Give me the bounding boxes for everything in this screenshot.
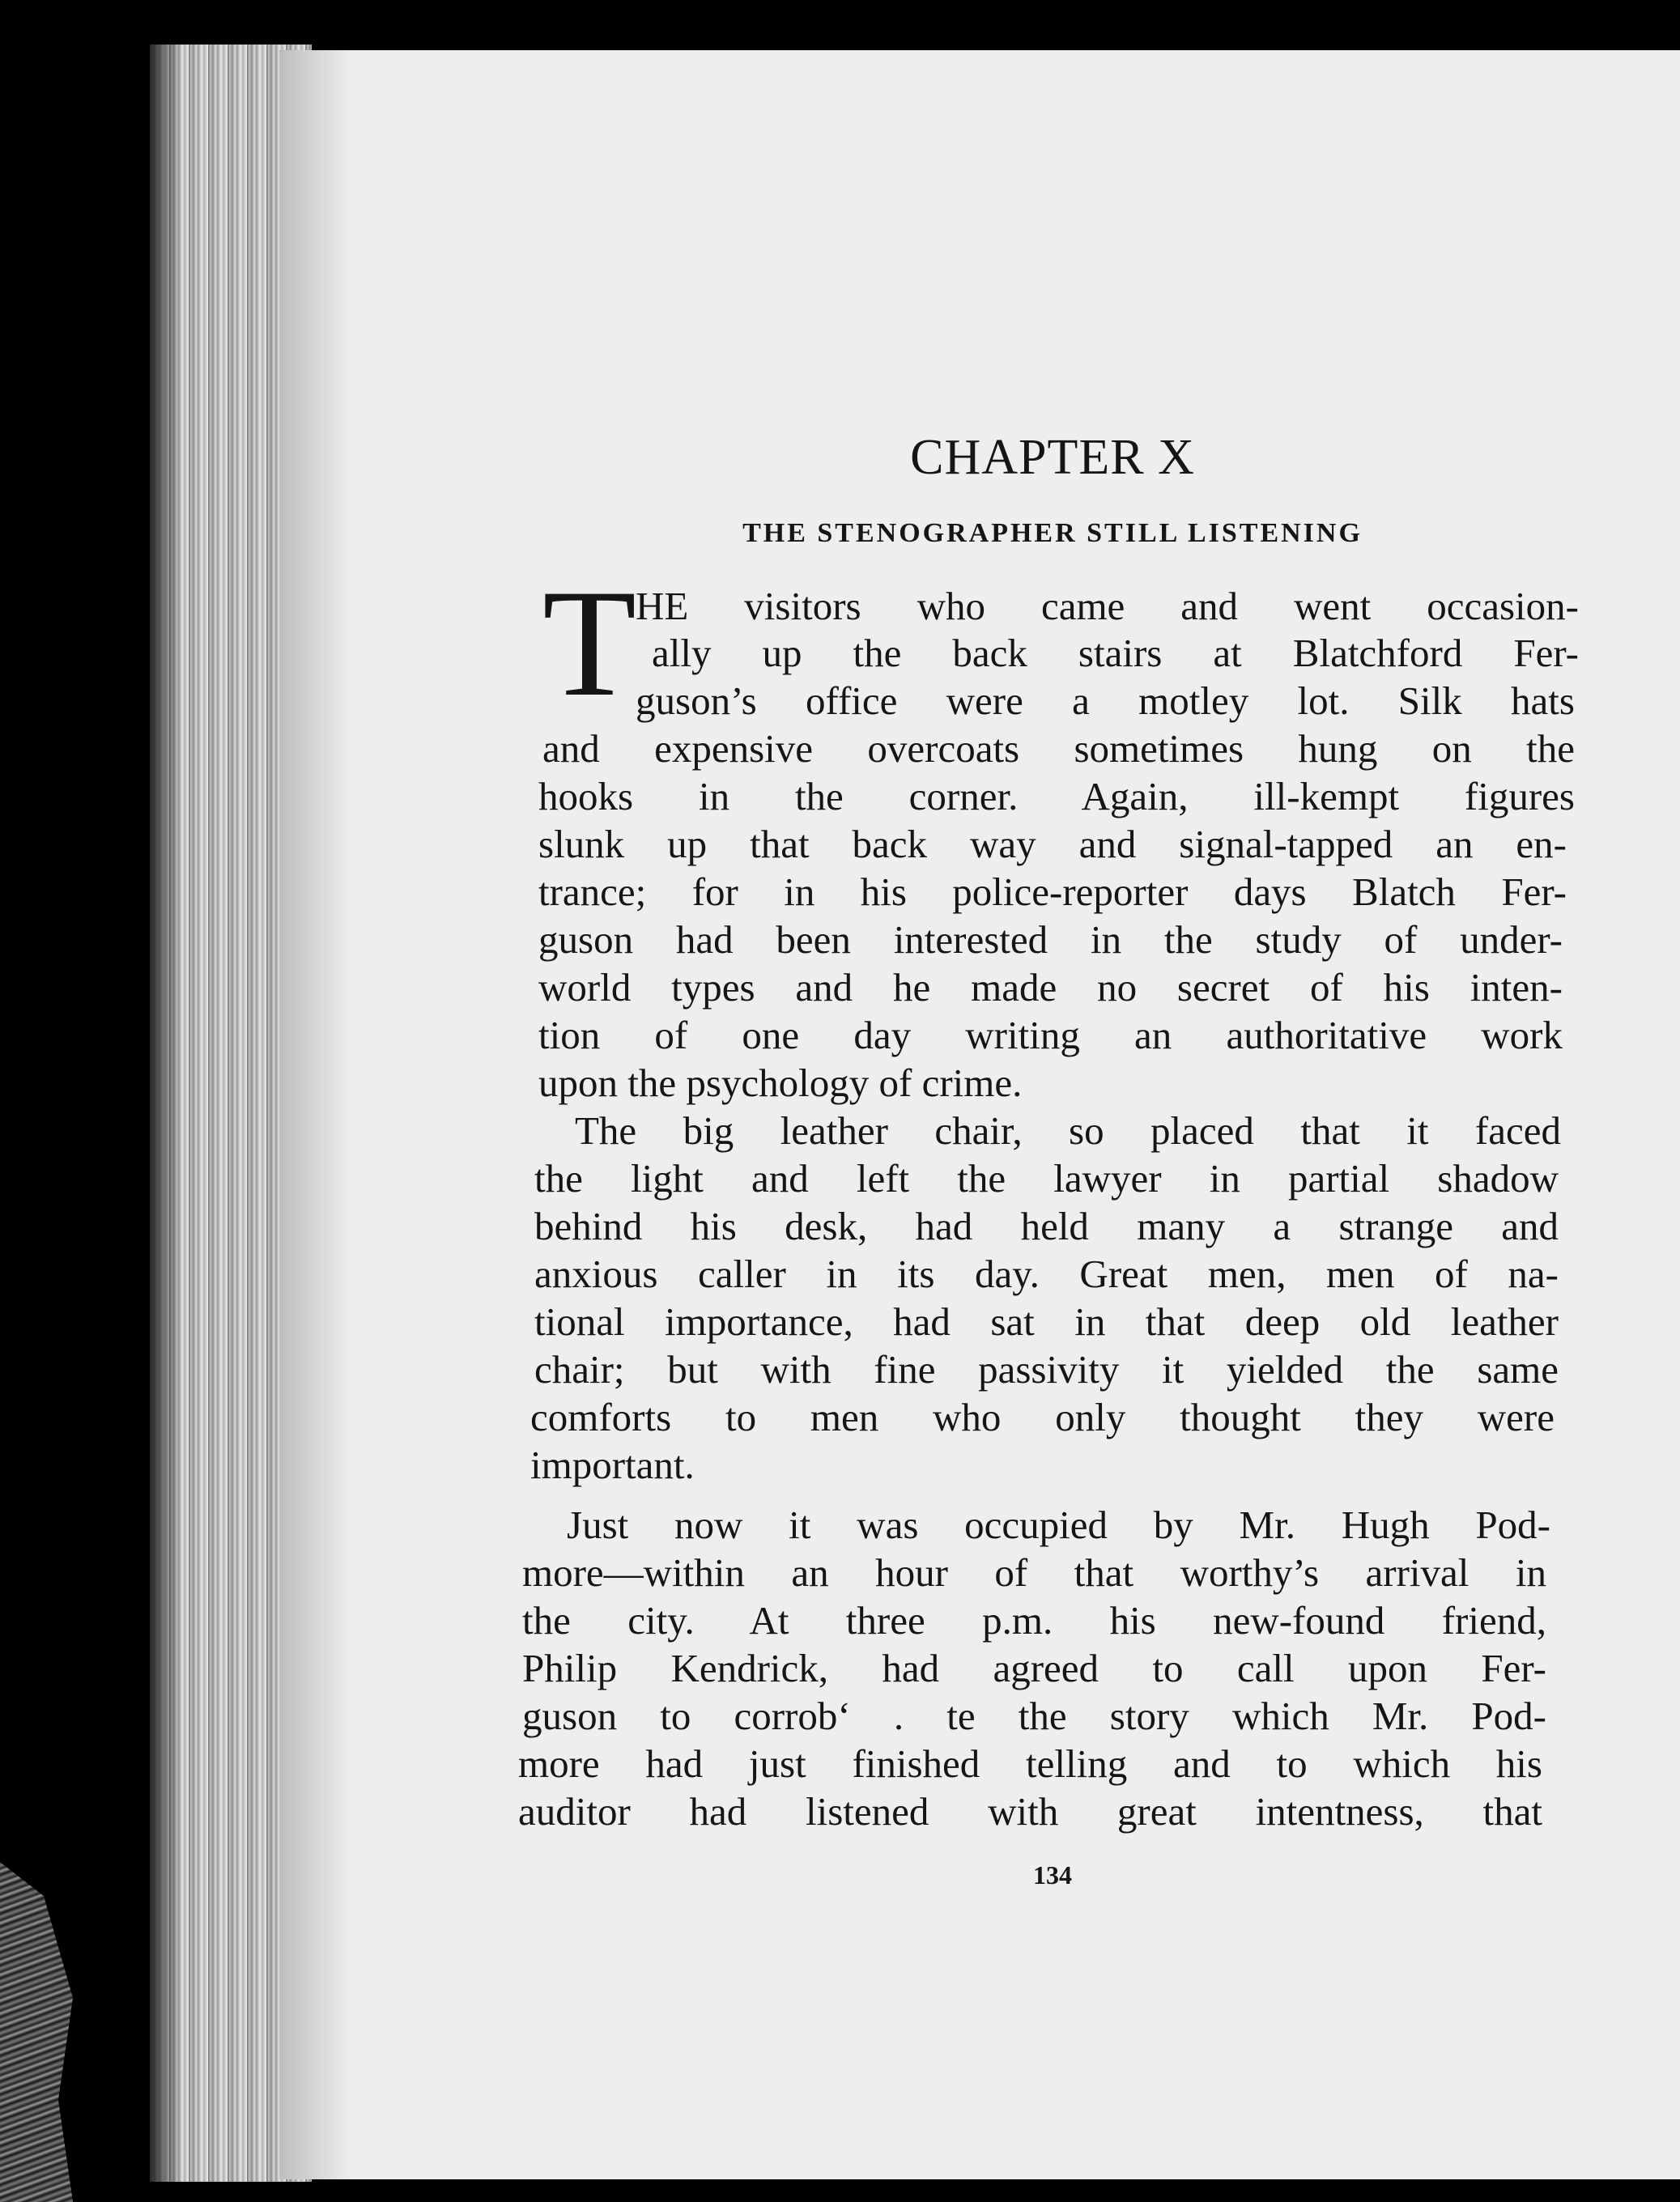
- text-line: tion of one day writing an authoritative work: [538, 1013, 1563, 1057]
- text-line: HE visitors who came and went occasion-: [636, 584, 1579, 628]
- text-line: ally up the back stairs at Blatchford Fer-: [652, 631, 1579, 675]
- chapter-subtitle: THE STENOGRAPHER STILL LISTENING: [742, 518, 1363, 548]
- text-line: hooks in the corner. Again, ill-kempt figures: [538, 774, 1575, 818]
- text-line: guson to corrob‘ . te the story which Mr. Pod-: [522, 1694, 1546, 1738]
- text-line: guson had been interested in the study of under-: [538, 917, 1563, 962]
- text-line: the city. At three p.m. his new-found friend,: [522, 1598, 1546, 1643]
- gutter-shade: [279, 50, 352, 2179]
- text-line: anxious caller in its day. Great men, men of na-: [534, 1252, 1559, 1296]
- text-line: guson’s office were a motley lot. Silk hats: [636, 678, 1575, 723]
- torn-corner: [0, 1862, 73, 2202]
- text-line: more had just finished telling and to which his: [518, 1741, 1542, 1786]
- text-line: The big leather chair, so placed that it faced: [575, 1108, 1561, 1153]
- text-line: the light and left the lawyer in partial shadow: [534, 1156, 1559, 1201]
- text-line: world types and he made no secret of his inten-: [538, 965, 1563, 1010]
- text-line: Just now it was occupied by Mr. Hugh Pod-: [567, 1503, 1550, 1547]
- text-line: comforts to men who only thought they were: [530, 1395, 1555, 1439]
- text-line: trance; for in his police-reporter days Blatch Fer-: [538, 869, 1567, 914]
- page-number: 134: [1033, 1860, 1072, 1890]
- text-line: and expensive overcoats sometimes hung on the: [542, 726, 1575, 771]
- text-line: Philip Kendrick, had agreed to call upon Fer-: [522, 1646, 1546, 1690]
- text-line: more—within an hour of that worthy’s arrival in: [522, 1550, 1546, 1595]
- text-line: important.: [530, 1443, 695, 1487]
- chapter-title: CHAPTER X: [910, 430, 1195, 485]
- text-line: slunk up that back way and signal-tapped an en-: [538, 822, 1567, 866]
- leaf-shadow: [150, 45, 182, 2182]
- text-line: auditor had listened with great intentness, that: [518, 1789, 1542, 1834]
- drop-cap: T: [542, 559, 637, 729]
- text-line: behind his desk, had held many a strange and: [534, 1204, 1559, 1248]
- text-line: chair; but with fine passivity it yielded the same: [534, 1347, 1559, 1392]
- text-line: upon the psychology of crime.: [538, 1061, 1023, 1105]
- text-line: tional importance, had sat in that deep old leather: [534, 1299, 1559, 1344]
